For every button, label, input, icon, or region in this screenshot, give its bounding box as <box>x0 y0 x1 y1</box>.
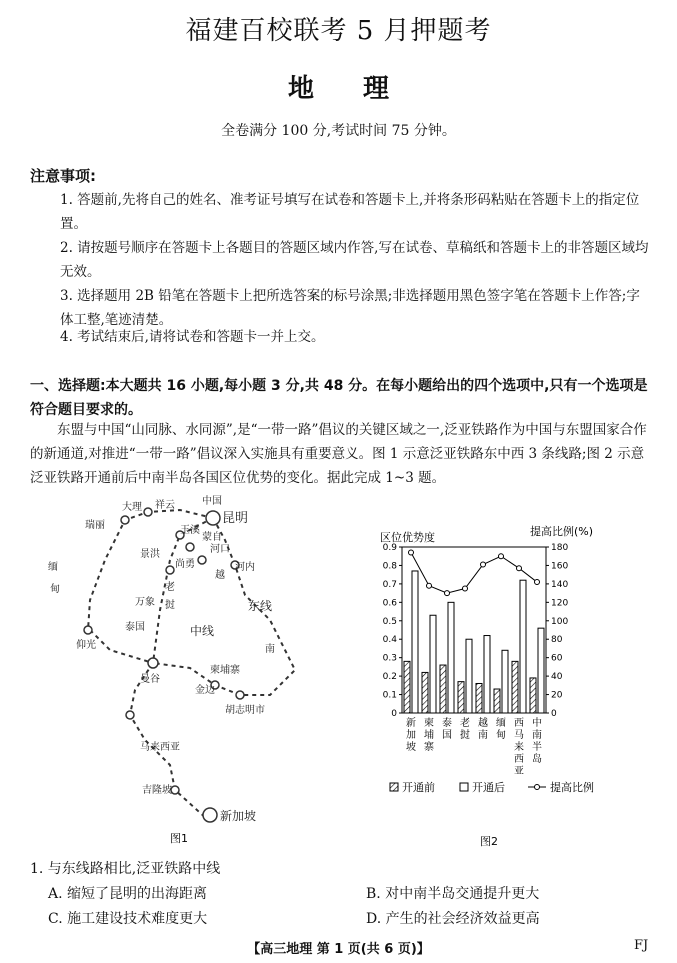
bar-before <box>440 665 446 713</box>
category-label: 南 <box>532 730 542 741</box>
option-a[interactable]: A. 缩短了昆明的出海距离 <box>48 886 208 902</box>
subject-title: 地 理 <box>287 74 390 104</box>
bar-after <box>466 639 472 713</box>
ratio-point <box>445 591 450 596</box>
map-label: 景洪 <box>140 549 160 560</box>
bar-before <box>458 682 464 713</box>
ytick-left-label: 0.5 <box>382 616 397 627</box>
ytick-left-label: 0.2 <box>382 672 397 683</box>
legend-before: 开通前 <box>402 781 435 794</box>
ytick-right-label: 100 <box>551 616 569 627</box>
map-label: 河内 <box>235 562 255 573</box>
category-label: 中 <box>532 718 542 729</box>
map-label: 蒙自 <box>202 532 222 543</box>
map-label: 老 <box>165 582 175 593</box>
category-label: 马 <box>514 730 524 741</box>
note-item: 3. 选择题用 2B 铅笔在答题卡上把所选答案的标号涂黑;非选择题用黑色签字笔在答题卡上作答;字体工整,笔迹清楚。 <box>60 288 640 328</box>
category-label: 国 <box>442 730 452 741</box>
bar-before <box>494 689 500 713</box>
map-label: 甸 <box>50 584 60 595</box>
ytick-left-label: 0.1 <box>382 690 397 701</box>
category-label: 半 <box>532 742 542 753</box>
category-label: 老 <box>460 718 470 729</box>
ytick-right-label: 140 <box>551 579 569 590</box>
ytick-left-label: 0.9 <box>382 543 397 553</box>
category-label: 加 <box>406 730 416 741</box>
bar-after <box>484 636 490 713</box>
legend-ratio: 提高比例 <box>550 781 594 794</box>
section-heading: 一、选择题:本大题共 16 小题,每小题 3 分,共 48 分。在每小题给出的四个选项中,只有一个选项是符合题目要求的。 <box>30 378 648 418</box>
map-label: 祥云 <box>155 500 175 511</box>
category-label: 西 <box>514 718 524 729</box>
map-label: 马来西亚 <box>140 742 180 753</box>
bar-before <box>530 678 536 713</box>
ratio-point <box>499 554 504 559</box>
category-label: 寨 <box>424 742 434 753</box>
west-line-south <box>90 630 153 663</box>
option-c[interactable]: C. 施工建设技术难度更大 <box>48 911 208 927</box>
bar-before <box>422 672 428 713</box>
legend-after: 开通后 <box>472 781 505 794</box>
ytick-left-label: 0.7 <box>382 579 397 590</box>
category-label: 坡 <box>406 742 416 753</box>
ratio-point <box>463 586 468 591</box>
map-label: 昆明 <box>222 511 249 526</box>
map-label: 金边 <box>195 685 215 696</box>
map-label: 中线 <box>190 624 215 638</box>
map-label: 越 <box>215 570 225 581</box>
note-item: 1. 答题前,先将自己的姓名、准考证号填写在试卷和答题卡上,并将条形码粘贴在答题卡上的指定位置。 <box>60 192 640 232</box>
bar-after <box>520 580 526 713</box>
note-item: 2. 请按题号顺序在答题卡上各题目的答题区域内作答,写在试卷、草稿纸和答题卡上的非答题区域均无效。 <box>60 240 649 280</box>
bar-before <box>512 661 518 713</box>
ytick-right-label: 80 <box>551 635 563 646</box>
map-label: 胡志明市 <box>225 705 265 716</box>
figure1-caption: 图1 <box>170 832 188 845</box>
ytick-left-label: 0 <box>391 709 397 719</box>
category-label: 亚 <box>514 766 524 777</box>
map-label: 玉溪 <box>180 525 200 536</box>
ratio-point <box>517 566 522 571</box>
map-label: 泰国 <box>125 622 145 633</box>
ytick-right-label: 0 <box>551 709 557 719</box>
map-label: 东线 <box>248 599 273 613</box>
ratio-point <box>535 580 540 585</box>
map-label: 中国 <box>202 496 222 507</box>
category-label: 泰 <box>442 718 452 729</box>
bar-after <box>448 602 454 713</box>
ytick-left-label: 0.4 <box>382 635 397 646</box>
ytick-right-label: 120 <box>551 598 569 609</box>
notes-heading: 注意事项: <box>30 167 96 185</box>
figure2-caption: 图2 <box>480 835 498 848</box>
category-label: 新 <box>406 718 416 729</box>
map-label: 河口 <box>210 544 230 555</box>
map-label: 新加坡 <box>220 809 257 823</box>
map-label: 曼谷 <box>140 674 160 685</box>
map-label: 吉隆坡 <box>142 785 172 796</box>
bar-after <box>430 615 436 713</box>
category-label: 柬 <box>424 718 434 729</box>
category-label: 越 <box>478 718 488 729</box>
question-stem: 1. 与东线路相比,泛亚铁路中线 <box>30 861 221 877</box>
map-label: 尚勇 <box>175 559 195 570</box>
ytick-left-label: 0.3 <box>382 653 397 664</box>
option-b[interactable]: B. 对中南半岛交通提升更大 <box>366 886 540 902</box>
ylabel-left: 区位优势度 <box>380 531 435 544</box>
ratio-point <box>409 550 414 555</box>
map-label: 仰光 <box>76 640 96 651</box>
exam-info: 全卷满分 100 分,考试时间 75 分钟。 <box>221 123 456 139</box>
ytick-right-label: 40 <box>551 672 563 683</box>
ratio-point <box>481 562 486 567</box>
category-label: 挝 <box>460 730 470 741</box>
exam-title: 福建百校联考 5 月押题考 <box>185 16 492 46</box>
figure2-chart <box>370 525 600 850</box>
note-item: 4. 考试结束后,请将试卷和答题卡一并上交。 <box>60 329 325 345</box>
ytick-right-label: 60 <box>551 653 563 664</box>
map-label: 缅 <box>48 562 58 573</box>
map-label: 万象 <box>135 597 155 608</box>
ytick-right-label: 180 <box>551 543 569 553</box>
map-label: 大理 <box>122 502 142 513</box>
category-label: 岛 <box>532 754 542 765</box>
map-label: 柬埔寨 <box>210 665 240 676</box>
page-footer: 【高三地理 第 1 页(共 6 页)】 <box>247 942 430 957</box>
passage: 东盟与中国“山同脉、水同源”,是“一带一路”倡议的关键区域之一,泛亚铁路作为中国与东盟国家合作的新通道,对推进“一带一路”倡议深入实施具有重要意义。图 1 示意泛亚铁路东中西 3 条线路;图 2 示意泛亚铁路开通前后中南半岛各国区位优势的变化。据此完成 1~3 题。 <box>30 422 647 486</box>
category-label: 缅 <box>496 718 506 729</box>
category-label: 甸 <box>496 730 506 741</box>
map-label: 南 <box>265 644 275 655</box>
ylabel-right: 提高比例(%) <box>530 525 594 538</box>
ytick-left-label: 0.6 <box>382 598 397 609</box>
ytick-left-label: 0.8 <box>382 561 397 572</box>
bar-before <box>404 661 410 713</box>
footer-code: FJ <box>634 938 649 953</box>
map-label: 瑞丽 <box>85 520 105 531</box>
ytick-right-label: 20 <box>551 690 563 701</box>
category-label: 西 <box>514 754 524 765</box>
bar-before <box>476 683 482 713</box>
map-label: 挝 <box>165 600 175 611</box>
category-label: 南 <box>478 730 488 741</box>
bar-after <box>538 628 544 713</box>
ratio-point <box>427 583 432 588</box>
figure1-map <box>30 490 330 850</box>
bar-after <box>412 571 418 713</box>
category-label: 来 <box>514 742 524 753</box>
category-label: 埔 <box>424 730 434 741</box>
ytick-right-label: 160 <box>551 561 569 572</box>
bar-after <box>502 650 508 713</box>
option-d[interactable]: D. 产生的社会经济效益更高 <box>366 911 540 927</box>
